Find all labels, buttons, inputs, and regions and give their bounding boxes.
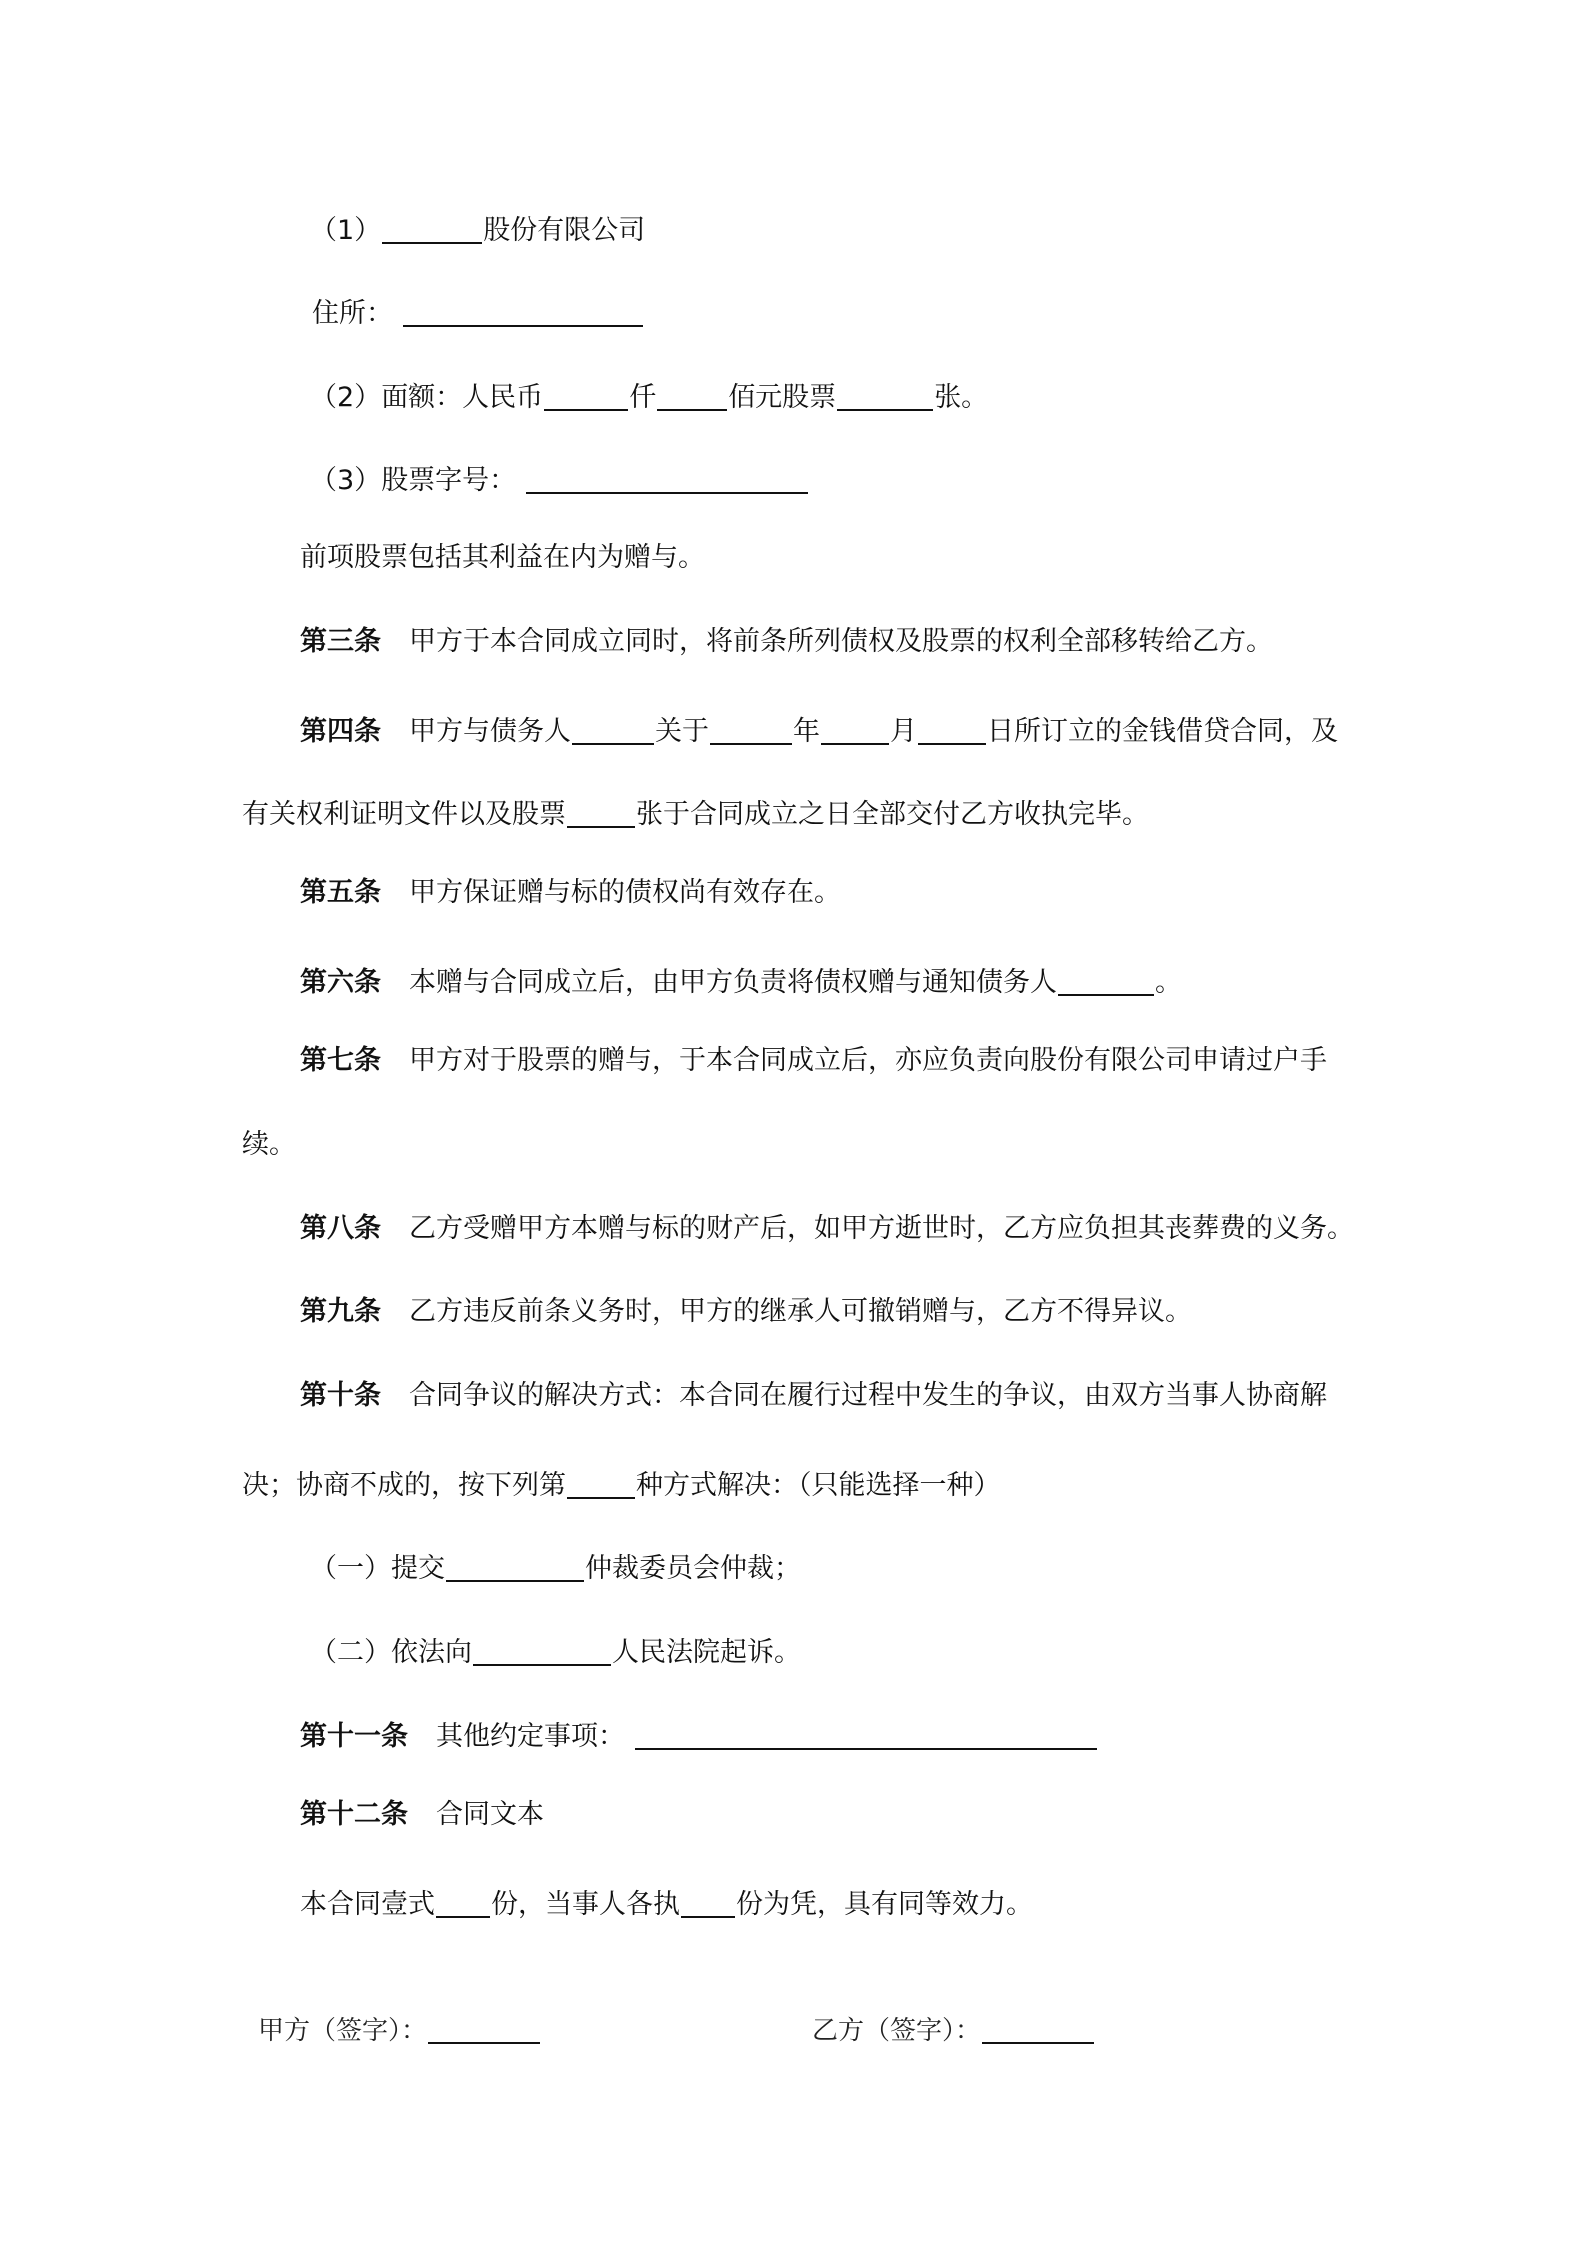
article-11 [300, 1711, 1098, 1751]
article-4-continued [242, 789, 1149, 829]
article-label: 第十条 [300, 1380, 381, 1411]
total-copies-blank[interactable] [436, 1884, 490, 1918]
article-text: 甲方与债务人 [409, 716, 571, 747]
article-text: 乙方受赠甲方本赠与标的财产后，如甲方逝世时，乙方应负担其丧葬费的义务。 [409, 1213, 1354, 1244]
article-text: 甲方于本合同成立同时，将前条所列债权及股票的权利全部移转给乙方。 [409, 626, 1273, 657]
article-3 [300, 622, 1273, 662]
party-b-label: 乙方（签字）： [812, 2016, 982, 2046]
article-12 [300, 1795, 544, 1835]
serial-line [310, 455, 809, 495]
article-text: 种方式解决：（只能选择一种） [636, 1470, 1001, 1501]
article-text: 本合同壹式 [300, 1889, 435, 1920]
article-label: 第八条 [300, 1213, 381, 1244]
article-text: 份，当事人各执 [491, 1889, 680, 1920]
method-number-blank[interactable] [567, 1465, 635, 1499]
article-7-continued: 续。 [242, 1129, 296, 1160]
year-blank[interactable] [710, 711, 792, 745]
address-line [312, 288, 644, 328]
option-text: （二）依法向 [310, 1637, 472, 1668]
hundreds-blank[interactable] [657, 377, 727, 411]
article-label: 第四条 [300, 716, 381, 747]
article-text: 份为凭，具有同等效力。 [736, 1889, 1033, 1920]
share-count-blank[interactable] [567, 794, 635, 828]
article-text: 有关权利证明文件以及股票 [242, 799, 566, 830]
copies-line [300, 1879, 1033, 1919]
article-text: 合同文本 [436, 1799, 544, 1830]
month-label: 月 [890, 716, 917, 747]
month-blank[interactable] [821, 711, 889, 745]
stock-company-line [310, 205, 645, 245]
article-text: 乙方违反前条义务时，甲方的继承人可撤销赠与，乙方不得异议。 [409, 1296, 1192, 1327]
party-a-signature-blank[interactable] [428, 2010, 540, 2044]
court-blank[interactable] [473, 1632, 611, 1666]
article-10-continued [242, 1460, 1001, 1500]
article-text: 合同争议的解决方式：本合同在履行过程中发生的争议，由双方当事人协商解 [409, 1380, 1327, 1411]
company-suffix: 股份有限公司 [483, 215, 646, 246]
article-text: 其他约定事项： [436, 1721, 625, 1752]
article-label: 第九条 [300, 1296, 381, 1327]
thousands-blank[interactable] [544, 377, 628, 411]
article-9 [300, 1292, 1192, 1332]
option-arbitration [310, 1543, 801, 1583]
item-number: （2） [310, 382, 382, 413]
article-label: 第五条 [300, 877, 381, 908]
article-label: 第十一条 [300, 1721, 408, 1752]
article-text: 本赠与合同成立后，由甲方负责将债权赠与通知债务人 [409, 967, 1057, 998]
article-6 [300, 957, 1182, 997]
option-court [310, 1627, 801, 1667]
article-label: 第七条 [300, 1045, 381, 1076]
article-text: 甲方保证赠与标的债权尚有效存在。 [409, 877, 841, 908]
other-terms-blank[interactable] [635, 1716, 1097, 1750]
option-text: 仲裁委员会仲裁； [585, 1553, 801, 1584]
article-text: 甲方对于股票的赠与，于本合同成立后，亦应负责向股份有限公司申请过户手 [409, 1045, 1327, 1076]
article-4 [300, 706, 1338, 746]
debtor-blank[interactable] [572, 711, 654, 745]
item-number: （3） [310, 465, 382, 496]
article-text: 。 [1155, 967, 1182, 998]
serial-blank[interactable] [526, 460, 808, 494]
article-text: 张于合同成立之日全部交付乙方收执完毕。 [636, 799, 1149, 830]
party-a-signature [258, 2005, 541, 2045]
year-label: 年 [793, 716, 820, 747]
article-7 [300, 1041, 1327, 1081]
article-8 [300, 1209, 1354, 1249]
article-text: 关于 [655, 716, 709, 747]
party-b-signature [812, 2005, 1095, 2045]
face-value-line [310, 372, 988, 412]
article-text: 日所订立的金钱借贷合同，及 [987, 716, 1338, 747]
copies-each-blank[interactable] [681, 1884, 735, 1918]
article-text: 决；协商不成的，按下列第 [242, 1470, 566, 1501]
article-5 [300, 873, 841, 913]
gift-note: 前项股票包括其利益在内为赠与。 [300, 542, 705, 573]
option-text: 人民法院起诉。 [612, 1637, 801, 1668]
face-value-label: 面额：人民币 [381, 382, 544, 413]
hundreds-unit: 佰元股票 [728, 382, 837, 413]
thousands-unit: 仟 [629, 382, 657, 413]
option-text: （一）提交 [310, 1553, 445, 1584]
party-b-signature-blank[interactable] [982, 2010, 1094, 2044]
day-blank[interactable] [918, 711, 986, 745]
item-number: （1） [310, 215, 382, 246]
article-label: 第十二条 [300, 1799, 408, 1830]
address-label: 住所： [312, 298, 393, 329]
article-10 [300, 1376, 1327, 1416]
article-label: 第六条 [300, 967, 381, 998]
company-name-blank[interactable] [382, 210, 482, 244]
serial-label: 股票字号： [381, 465, 517, 496]
party-a-label: 甲方（签字）： [258, 2016, 428, 2046]
address-blank[interactable] [403, 293, 643, 327]
share-unit: 张。 [934, 382, 989, 413]
debtor-blank[interactable] [1058, 962, 1154, 996]
article-label: 第三条 [300, 626, 381, 657]
arbitration-commission-blank[interactable] [446, 1548, 584, 1582]
share-count-blank[interactable] [837, 377, 933, 411]
